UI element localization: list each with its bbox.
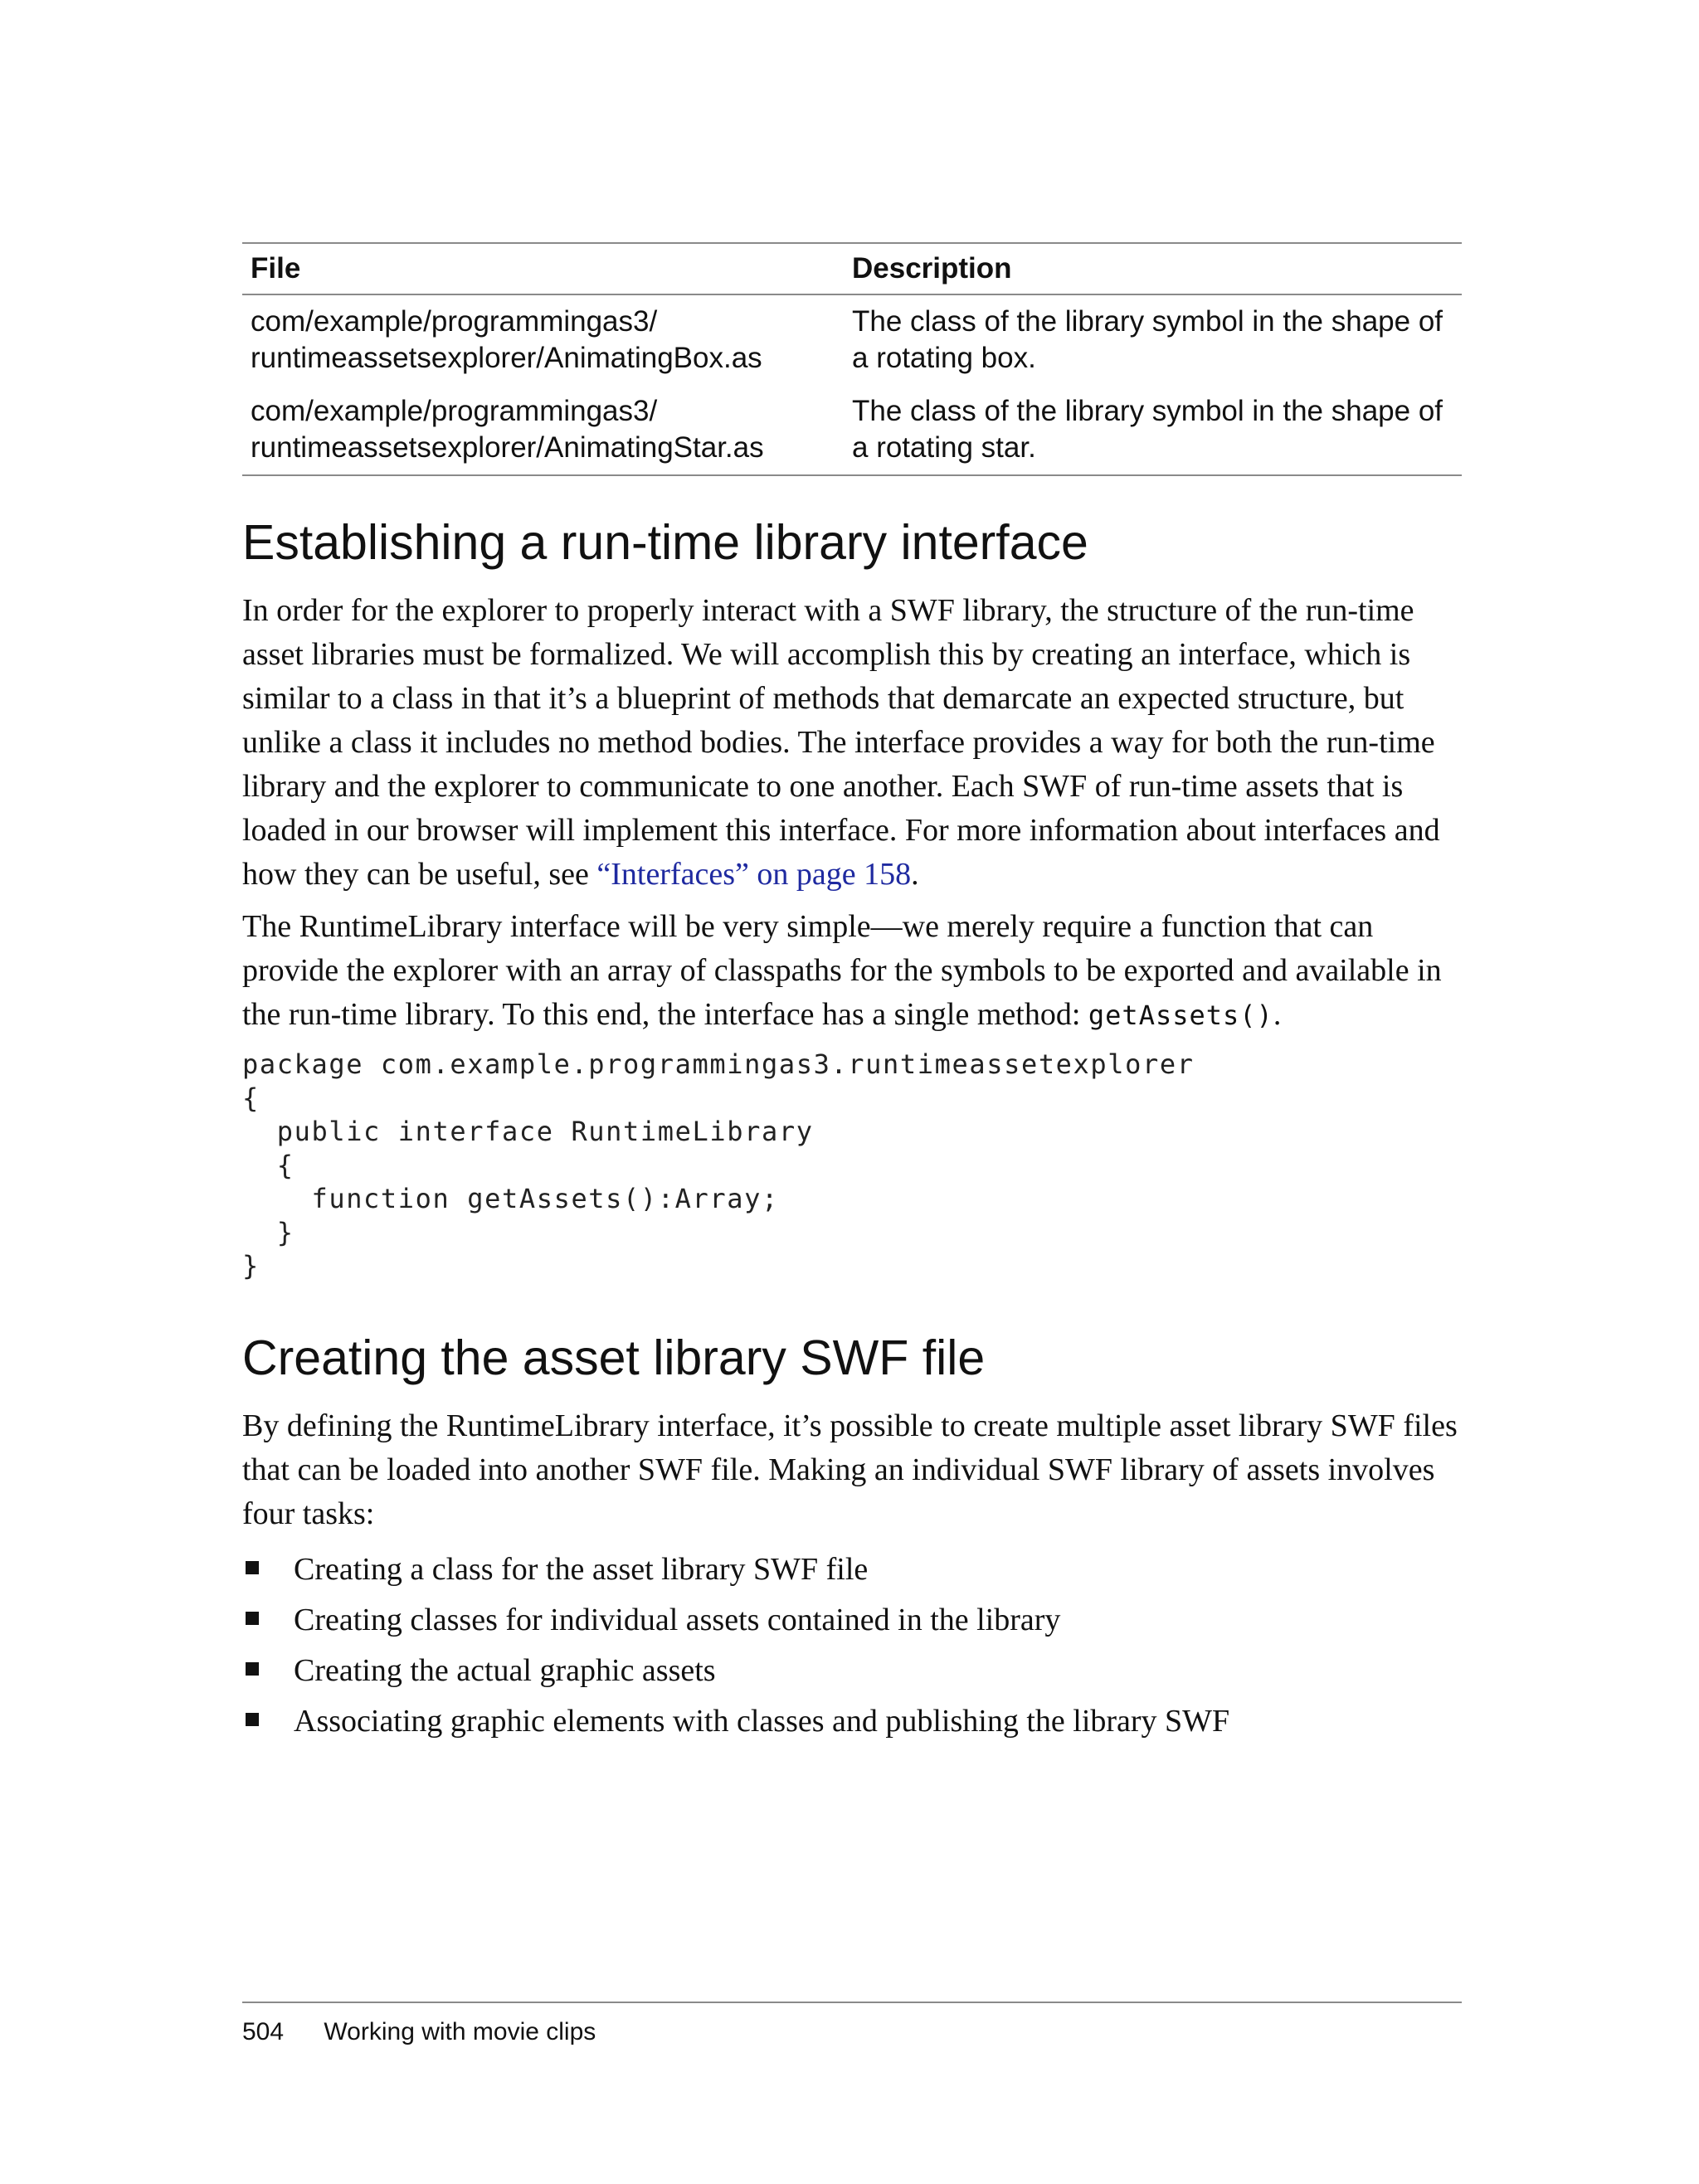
page-number: 504	[242, 2018, 285, 2045]
list-item	[242, 1595, 1462, 1646]
column-header-file: File	[242, 243, 844, 294]
table-row	[242, 294, 1462, 385]
paragraph-interface-intro	[242, 589, 1462, 897]
inline-code-getassets: getAssets()	[1088, 1000, 1273, 1031]
section-heading-runtime-interface: Establishing a run-time library interface	[242, 515, 1088, 570]
paragraph-asset-library-intro: By defining the RuntimeLibrary interface, it’s possible to create multiple asset library SWF files that can be loaded into another SWF file. Making an individual SWF library of assets involves four tasks:	[242, 1408, 1458, 1531]
interfaces-cross-reference-link[interactable]: “Interfaces” on page 158	[596, 857, 912, 892]
task-text: Creating classes for individual assets contained in the library	[294, 1602, 1061, 1637]
file-description-table	[242, 242, 1462, 476]
square-bullet-icon	[246, 1662, 259, 1676]
table-header-row	[242, 243, 1462, 294]
file-path-line2: runtimeassetsexplorer/AnimatingStar.as	[251, 431, 764, 464]
description-cell: The class of the library symbol in the shape of a rotating star.	[844, 385, 1462, 475]
paragraph-text: In order for the explorer to properly interact with a SWF library, the structure of the run-time asset libraries must be formalized. We will accomplish this by creating an interface, which is similar to a class in that it’s a blueprint of methods that demarcate an expected structure, but unlike a class it includes no method bodies. The interface provides a way for both the run-time library and the explorer to communicate to one another. Each SWF of run-time assets that is loaded in our browser will implement this interface. For more information about interfaces and how they can be useful, see	[242, 593, 1440, 892]
code-block-runtimelibrary-interface: package com.example.programmingas3.runtimeassetexplorer { public interface RuntimeLibrary { function getAssets():Array; } }	[242, 1048, 1195, 1282]
square-bullet-icon	[246, 1561, 259, 1574]
footer-content	[242, 2003, 1462, 2046]
file-cell	[242, 385, 844, 475]
paragraph-runtimelibrary	[242, 905, 1462, 1038]
task-text: Creating the actual graphic assets	[294, 1652, 716, 1688]
page-footer	[242, 2002, 1462, 2046]
list-item	[242, 1544, 1462, 1595]
list-item	[242, 1696, 1462, 1747]
file-path-line1: com/example/programmingas3/	[251, 395, 658, 427]
paragraph-end: .	[911, 857, 919, 892]
paragraph-end: .	[1273, 997, 1282, 1032]
description-cell: The class of the library symbol in the shape of a rotating box.	[852, 305, 1443, 374]
task-text: Creating a class for the asset library SWF file	[294, 1551, 869, 1587]
table-row	[242, 385, 1462, 475]
section-heading-asset-library: Creating the asset library SWF file	[242, 1330, 986, 1385]
chapter-title: Working with movie clips	[324, 2018, 596, 2045]
square-bullet-icon	[246, 1713, 259, 1726]
file-path-line1: com/example/programmingas3/	[251, 305, 658, 338]
task-text: Associating graphic elements with classes and publishing the library SWF	[294, 1703, 1230, 1739]
list-item	[242, 1646, 1462, 1696]
column-header-description: Description	[844, 243, 1462, 294]
task-list	[242, 1544, 1462, 1747]
file-cell	[242, 294, 844, 385]
square-bullet-icon	[246, 1612, 259, 1625]
page-content	[242, 242, 1462, 1747]
paragraph-text: The RuntimeLibrary interface will be very simple—we merely require a function that can provide the explorer with an array of classpaths for the symbols to be exported and available in the run-time library. To this end, the interface has a single method:	[242, 909, 1442, 1032]
file-path-line2: runtimeassetsexplorer/AnimatingBox.as	[251, 342, 762, 374]
